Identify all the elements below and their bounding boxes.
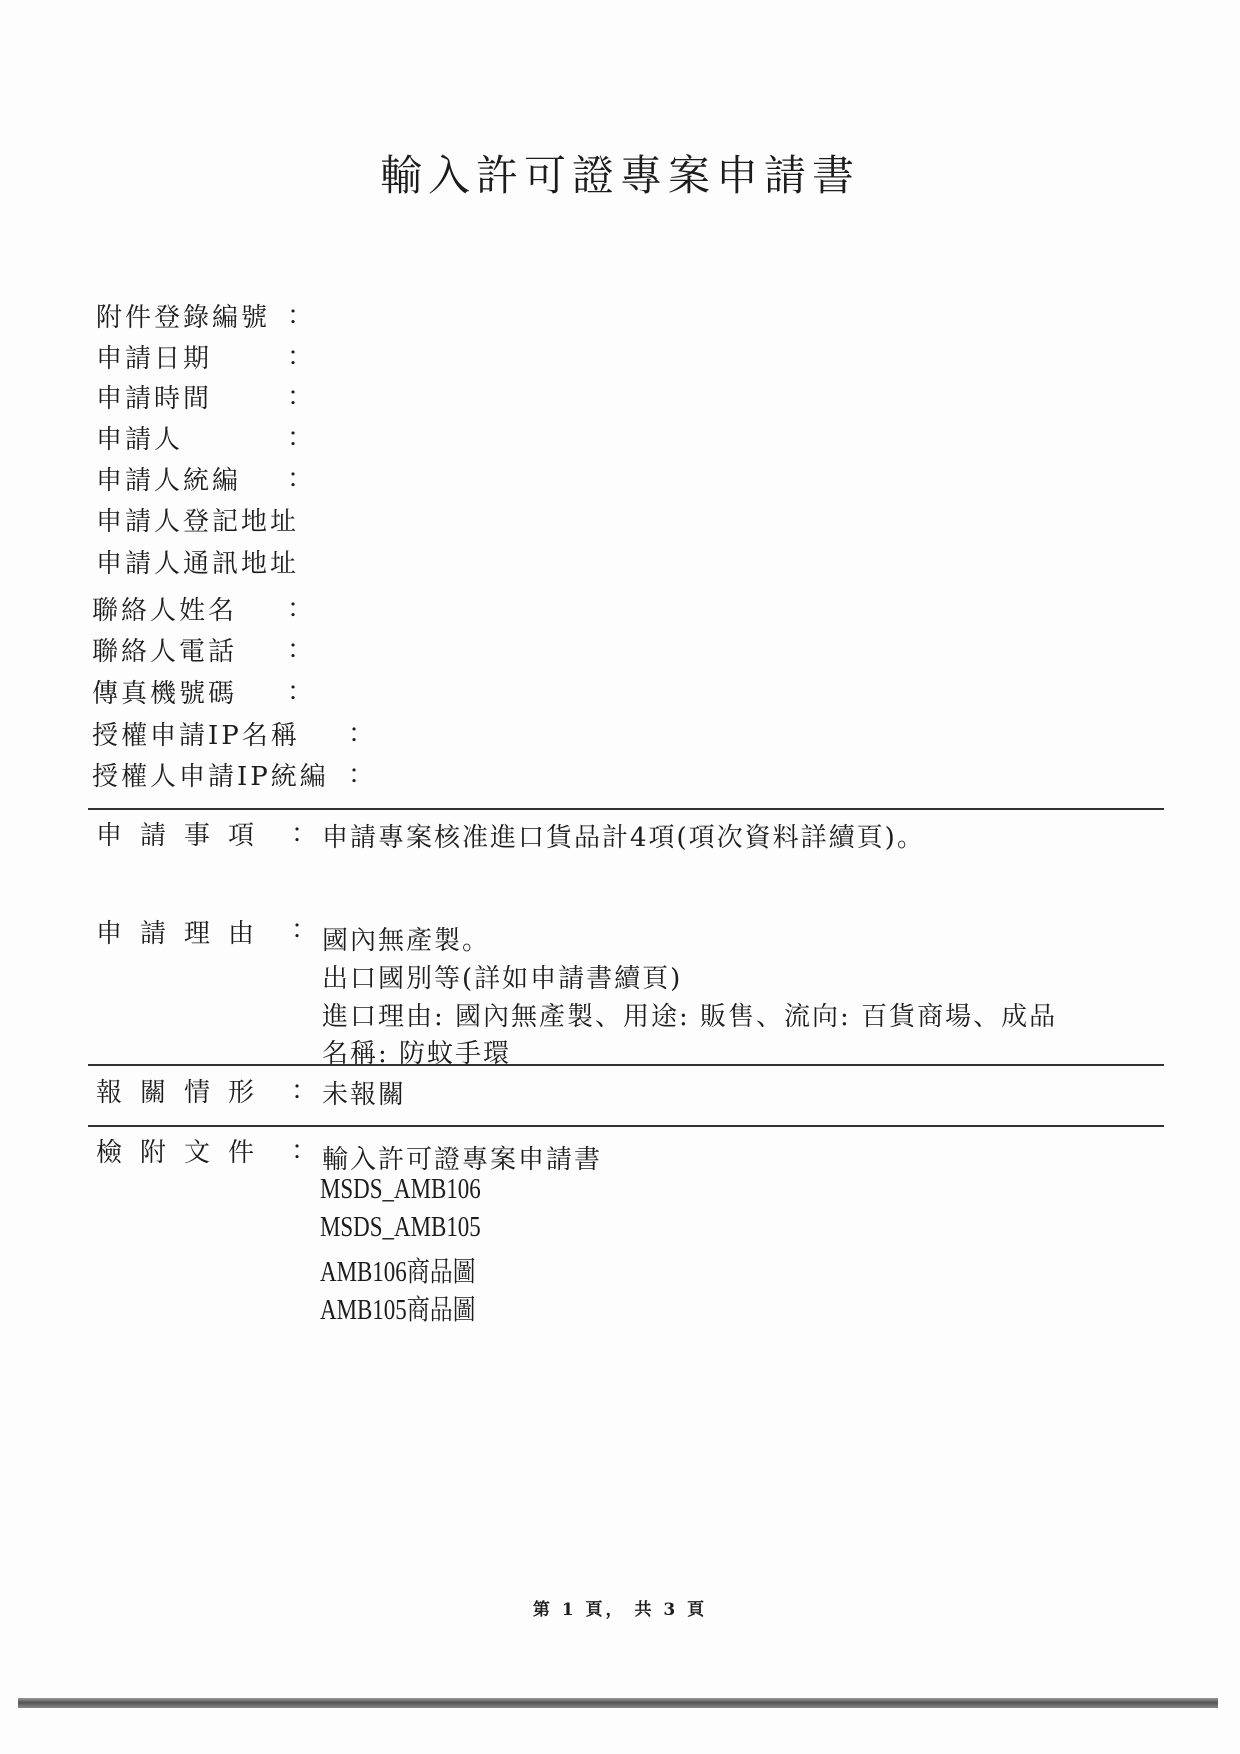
application-reason-line: 出口國別等(詳如申請書續頁) xyxy=(322,964,683,994)
application-reason-line: 國內無產製。 xyxy=(322,926,491,956)
field-applicant-tax-id-colon: ： xyxy=(287,464,314,494)
customs-status-colon: ： xyxy=(291,1076,318,1106)
field-attachment-number-colon: ： xyxy=(287,301,314,331)
attachments-label: 檢附文件 xyxy=(96,1138,273,1168)
application-item-text: 申請專案核准進口貨品計4項(項次資料詳續頁)。 xyxy=(322,823,925,853)
field-contact-phone-colon: ： xyxy=(287,635,314,665)
attachment-item: MSDS_AMB106 xyxy=(320,1174,481,1205)
attachment-item: MSDS_AMB105 xyxy=(320,1212,481,1243)
field-authorized-ip-tax-id-label: 授權人申請IP統編 xyxy=(92,762,329,792)
field-registered-address-label: 申請人登記地址 xyxy=(96,507,300,537)
field-contact-name-label: 聯絡人姓名 xyxy=(92,596,238,626)
form-title: 輸入許可證專案申請書 xyxy=(379,151,860,200)
field-applicant-label: 申請人 xyxy=(96,425,184,455)
field-application-time-label: 申請時間 xyxy=(96,384,213,414)
customs-status-text: 未報關 xyxy=(322,1080,407,1110)
field-application-time-colon: ： xyxy=(287,382,314,412)
attachment-item: 輸入許可證專案申請書 xyxy=(322,1145,603,1175)
section-divider xyxy=(88,808,1164,810)
field-application-date-colon: ： xyxy=(287,342,314,372)
application-item-label: 申請事項 xyxy=(96,821,273,851)
application-reason-line: 名稱: 防蚊手環 xyxy=(322,1039,512,1069)
application-reason-label: 申請理由 xyxy=(96,919,273,949)
section-divider xyxy=(88,1064,1164,1066)
field-application-date-label: 申請日期 xyxy=(96,344,213,374)
field-contact-phone-label: 聯絡人電話 xyxy=(92,637,238,667)
scan-edge-bar xyxy=(18,1698,1218,1708)
field-mailing-address-label: 申請人通訊地址 xyxy=(96,549,300,579)
attachment-item: AMB106商品圖 xyxy=(320,1257,476,1288)
application-reason-colon: ： xyxy=(291,915,318,945)
field-applicant-tax-id-label: 申請人統編 xyxy=(96,466,242,496)
page-number: 第 1 頁， 共 3 頁 xyxy=(532,1600,708,1620)
field-fax-colon: ： xyxy=(287,677,314,707)
application-reason-line: 進口理由: 國內無產製、用途: 販售、流向: 百貨商場、成品 xyxy=(322,1002,1058,1032)
field-authorized-ip-name-colon: ： xyxy=(348,719,375,749)
field-authorized-ip-name-label: 授權申請IP名稱 xyxy=(92,721,300,751)
attachments-colon: ： xyxy=(291,1136,318,1166)
field-applicant-colon: ： xyxy=(287,423,314,453)
attachment-item: AMB105商品圖 xyxy=(320,1295,476,1326)
customs-status-label: 報關情形 xyxy=(96,1078,273,1108)
section-divider xyxy=(88,1125,1164,1127)
field-fax-label: 傳真機號碼 xyxy=(92,679,238,709)
field-contact-name-colon: ： xyxy=(287,594,314,624)
field-authorized-ip-tax-id-colon: ： xyxy=(348,760,375,790)
field-attachment-number-label: 附件登錄編號 xyxy=(96,303,271,333)
application-item-colon: ： xyxy=(291,819,318,849)
